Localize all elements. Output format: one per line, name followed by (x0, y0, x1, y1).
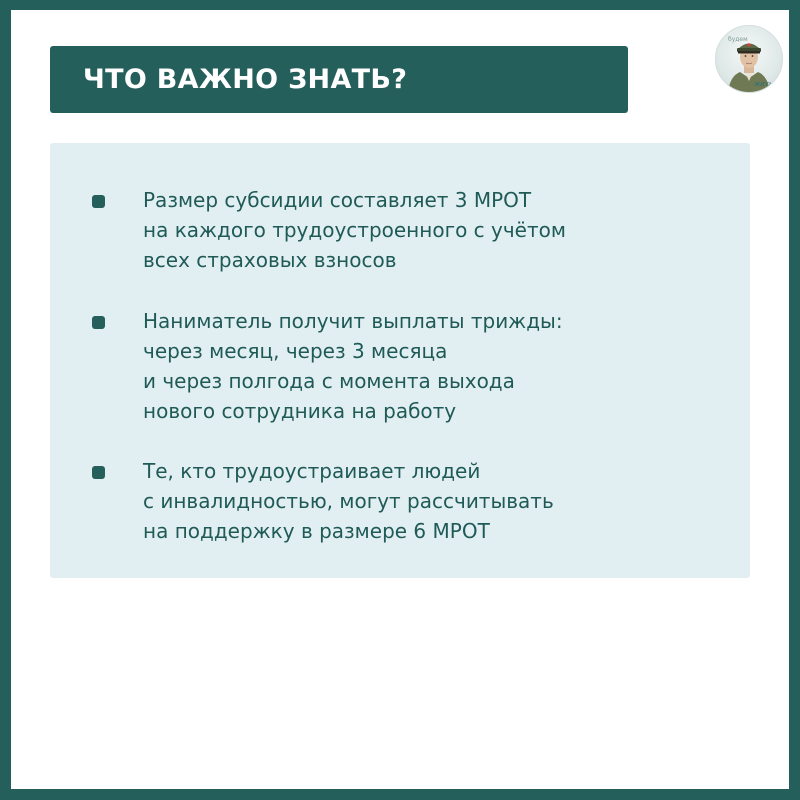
title-banner (50, 46, 628, 113)
text-line: Наниматель получит выплаты трижды: (143, 309, 563, 333)
soldier-portrait-logo (715, 25, 783, 93)
text-line: Размер субсидии составляет 3 МРОТ (143, 188, 532, 212)
content-canvas (11, 10, 789, 789)
text-line: нового сотрудника на работу (143, 399, 457, 423)
text-line: Те, кто трудоустраивает людей (143, 459, 481, 483)
bullet-icon (92, 466, 105, 479)
text-line: и через полгода с момента выхода (143, 369, 515, 393)
text-line: на каждого трудоустроенного с учётом (143, 218, 566, 242)
text-line: на поддержку в размере 6 МРОТ (143, 519, 490, 543)
text-line: с инвалидностью, могут рассчитывать (143, 489, 554, 513)
info-card (50, 143, 750, 578)
list-item-text (143, 456, 703, 546)
text-line: всех страховых взносов (143, 248, 397, 272)
bullet-icon (92, 316, 105, 329)
logo-graphic (716, 26, 782, 92)
page-title: ЧТО ВАЖНО ЗНАТЬ? (83, 64, 408, 95)
logo-text-bottom: жить (754, 80, 774, 88)
text-line: через месяц, через 3 месяца (143, 339, 448, 363)
logo-text-top: будем (728, 36, 748, 43)
list-item-text (143, 185, 703, 275)
list-item-text (143, 306, 703, 426)
bullet-icon (92, 195, 105, 208)
